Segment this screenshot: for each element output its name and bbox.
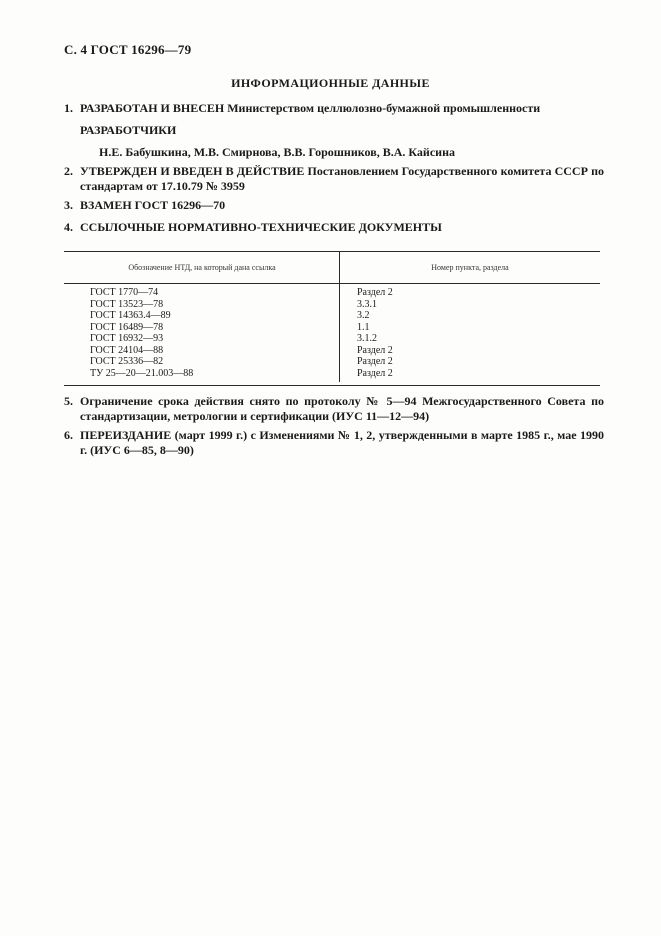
table-cell-clause: Раздел 2 bbox=[357, 356, 393, 367]
table-bottom-rule bbox=[64, 385, 600, 386]
table-cell-designation: ГОСТ 14363.4—89 bbox=[90, 310, 171, 321]
table-row bbox=[64, 368, 600, 380]
item-3 bbox=[64, 198, 604, 213]
item-6 bbox=[64, 428, 604, 458]
table-row bbox=[64, 299, 600, 311]
table-body bbox=[64, 284, 600, 385]
table-cell-designation: ГОСТ 16489—78 bbox=[90, 321, 164, 333]
item-text: Ограничение срока действия снято по протоколу № 5—94 Межгосударственного Совета по стандартизации, метрологии и сертификации (ИУС 11—12—94) bbox=[80, 394, 604, 423]
item-1 bbox=[64, 101, 604, 116]
table-cell-designation: ТУ 25—20—21.003—88 bbox=[90, 367, 194, 379]
item-number: 5. bbox=[64, 394, 73, 408]
page-header: С. 4 ГОСТ 16296—79 bbox=[64, 42, 192, 57]
table-row bbox=[64, 322, 600, 334]
item-text: ПЕРЕИЗДАНИЕ (март 1999 г.) с Изменениями № 1, 2, утвержденными в марте 1985 г., мае 1990 г. (ИУС 6—85, 8—90) bbox=[80, 428, 604, 457]
table-cell-designation: ГОСТ 16932—93 bbox=[90, 333, 164, 344]
table-cell-designation: ГОСТ 1770—74 bbox=[90, 287, 159, 298]
table-cell-clause: Раздел 2 bbox=[357, 287, 393, 298]
table-cell-designation: ГОСТ 24104—88 bbox=[90, 344, 164, 356]
table-cell-clause: 3.3.1 bbox=[357, 298, 377, 310]
item-text: УТВЕРЖДЕН И ВВЕДЕН В ДЕЙСТВИЕ Постановлением Государственного комитета СССР по стандартам от 17.10.79 № 3959 bbox=[80, 164, 604, 193]
developers-list: Н.Е. Бабушкина, М.В. Смирнова, В.В. Горошников, В.А. Кайсина bbox=[99, 145, 455, 159]
section-title: ИНФОРМАЦИОННЫЕ ДАННЫЕ bbox=[231, 76, 430, 90]
table-cell-clause: 3.2 bbox=[357, 310, 370, 321]
item-number: 3. bbox=[64, 198, 73, 212]
table-header-clause: Номер пункта, раздела bbox=[431, 263, 509, 272]
item-number: 6. bbox=[64, 428, 73, 442]
table-row bbox=[64, 345, 600, 357]
table-row bbox=[64, 310, 600, 322]
item-text: ВЗАМЕН ГОСТ 16296—70 bbox=[80, 198, 226, 212]
table-cell-clause: Раздел 2 bbox=[357, 367, 393, 379]
item-text: ССЫЛОЧНЫЕ НОРМАТИВНО-ТЕХНИЧЕСКИЕ ДОКУМЕНТЫ bbox=[80, 220, 442, 234]
table-cell-designation: ГОСТ 25336—82 bbox=[90, 356, 164, 367]
item-text: РАЗРАБОТАН И ВНЕСЕН Министерством целлюлозно-бумажной промышленности bbox=[80, 101, 541, 115]
table-row bbox=[64, 287, 600, 299]
table-cell-designation: ГОСТ 13523—78 bbox=[90, 298, 164, 310]
reference-table bbox=[64, 251, 600, 386]
item-2 bbox=[64, 164, 604, 194]
table-cell-clause: 3.1.2 bbox=[357, 333, 377, 344]
item-5 bbox=[64, 394, 604, 424]
item-number: 4. bbox=[64, 220, 73, 234]
developers-heading: РАЗРАБОТЧИКИ bbox=[80, 123, 177, 137]
item-number: 2. bbox=[64, 164, 73, 178]
table-header-designation: Обозначение НТД, на который дана ссылка bbox=[128, 263, 276, 272]
item-4 bbox=[64, 220, 604, 235]
table-cell-clause: 1.1 bbox=[357, 321, 370, 333]
item-number: 1. bbox=[64, 101, 73, 115]
table-row bbox=[64, 333, 600, 345]
table-row bbox=[64, 356, 600, 368]
table-cell-clause: Раздел 2 bbox=[357, 344, 393, 356]
table-header bbox=[64, 252, 600, 283]
